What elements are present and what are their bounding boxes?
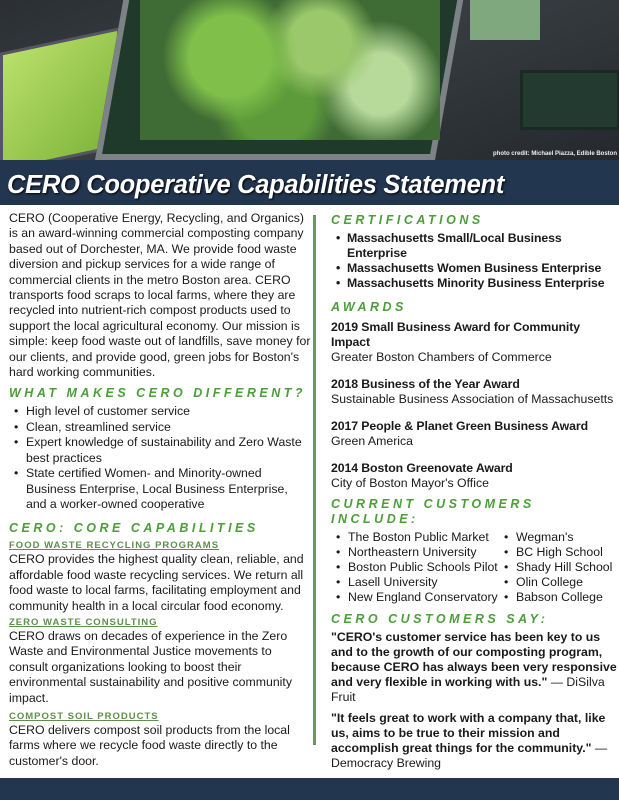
list-item: • New England Conservatory xyxy=(331,590,499,605)
intro-paragraph: CERO (Cooperative Energy, Recycling, and Organics) is an award-winning commercial composting company based out of Dorchester, MA. We provide food waste diversion and pickup services for a wide range of commercial clients in the metro Boston area. CERO transports food scraps to local farms, where they are recycled into nutrient-rich compost products used to support the local agricultural economy. Our mission is simple: keep food waste out of landfills, save money for our clients, and provide good, green jobs for Boston's hard working communities. xyxy=(9,211,311,380)
customers-col-2 xyxy=(499,530,612,605)
section-text: CERO provides the highest quality clean, reliable, and affordable food waste recycling services. We return all food waste to local farms, facilitating employment and community health in a local circular food economy. xyxy=(9,552,304,613)
photo-credit: photo credit: Michael Piazza, Edible Boston xyxy=(492,151,617,157)
certifications-heading: CERTIFICATIONS xyxy=(331,213,484,227)
different-heading: WHAT MAKES CERO DIFFERENT? xyxy=(9,386,307,401)
footer-band xyxy=(0,778,619,800)
list-item: • Clean, streamlined service xyxy=(9,420,311,435)
list-item: • Massachusetts Minority Business Enterprise xyxy=(331,276,617,291)
list-item: • State certified Women- and Minority-owned Business Enterprise, Local Business Enterprise, and a worker-owned cooperative xyxy=(9,466,311,512)
award-item xyxy=(331,320,617,365)
list-item: • Massachusetts Small/Local Business Enterprise xyxy=(331,231,617,261)
right-column xyxy=(331,211,617,771)
award-title: 2014 Boston Greenovate Award xyxy=(331,461,513,475)
award-org: Greater Boston Chambers of Commerce xyxy=(331,350,552,364)
customers-col-1 xyxy=(331,530,499,605)
column-divider xyxy=(313,215,316,745)
list-item: • Shady Hill School xyxy=(499,560,612,575)
testimonials-heading: CERO CUSTOMERS SAY: xyxy=(331,612,549,626)
customers-list xyxy=(331,530,617,605)
list-item: • Northeastern University xyxy=(331,545,499,560)
section-text: CERO draws on decades of experience in the Zero Waste and Environmental Justice movements to consult organizations looking to boost their environmental sustainability and positive community impact. xyxy=(9,628,292,705)
section-text: CERO delivers compost soil products from the local farms where we recycle food waste directly to the customer's door. xyxy=(9,722,290,768)
testimonial-source: — Democracy Brewing xyxy=(331,741,608,770)
list-item: • Boston Public Schools Pilot xyxy=(331,560,499,575)
list-item: • BC High School xyxy=(499,545,612,560)
award-org: Sustainable Business Association of Massachusetts xyxy=(331,392,614,406)
award-item xyxy=(331,461,617,491)
testimonial-quote: "CERO's customer service has been key to us and to the growth of our composting program, because CERO has always been very responsive and very flexible in working with us." xyxy=(331,630,617,689)
bin-lid-image xyxy=(470,0,540,40)
customers-heading: CURRENT CUSTOMERS INCLUDE: xyxy=(331,497,535,526)
section-title: FOOD WASTE RECYCLING PROGRAMS xyxy=(9,540,220,552)
award-org: Green America xyxy=(331,434,414,448)
food-waste-image xyxy=(140,0,440,140)
award-item xyxy=(331,377,617,407)
left-column xyxy=(9,211,311,769)
testimonial xyxy=(331,630,617,705)
award-org: City of Boston Mayor's Office xyxy=(331,476,489,490)
green-bins-image xyxy=(520,70,619,130)
list-item: • The Boston Public Market xyxy=(331,530,499,545)
list-item: • Massachusetts Women Business Enterprise xyxy=(331,261,617,276)
award-title: 2018 Business of the Year Award xyxy=(331,377,520,391)
list-item: • Wegman's xyxy=(499,530,612,545)
core-heading: CERO: CORE CAPABILITIES xyxy=(9,521,259,536)
testimonial-source: — DiSilva Fruit xyxy=(331,675,605,704)
section-title: ZERO WASTE CONSULTING xyxy=(9,616,158,628)
award-title: 2017 People & Planet Green Business Award xyxy=(331,419,588,433)
header-photo xyxy=(0,0,619,160)
list-item: • Expert knowledge of sustainability and Zero Waste best practices xyxy=(9,435,311,466)
section-title: COMPOST SOIL PRODUCTS xyxy=(9,710,159,722)
page-title: CERO Cooperative Capabilities Statement xyxy=(7,171,505,199)
award-title: 2019 Small Business Award for Community Impact xyxy=(331,320,580,349)
list-item: • Olin College xyxy=(499,575,612,590)
awards-heading: AWARDS xyxy=(331,300,407,314)
list-item: • High level of customer service xyxy=(9,404,311,419)
list-item: • Babson College xyxy=(499,590,612,605)
award-item xyxy=(331,419,617,449)
different-list xyxy=(9,404,311,512)
list-item: • Lasell University xyxy=(331,575,499,590)
testimonial xyxy=(331,711,617,771)
certifications-list xyxy=(331,231,617,291)
testimonial-quote: "It feels great to work with a company that, like us, aims to be true to their mission and accomplish great things for the community." xyxy=(331,711,606,755)
